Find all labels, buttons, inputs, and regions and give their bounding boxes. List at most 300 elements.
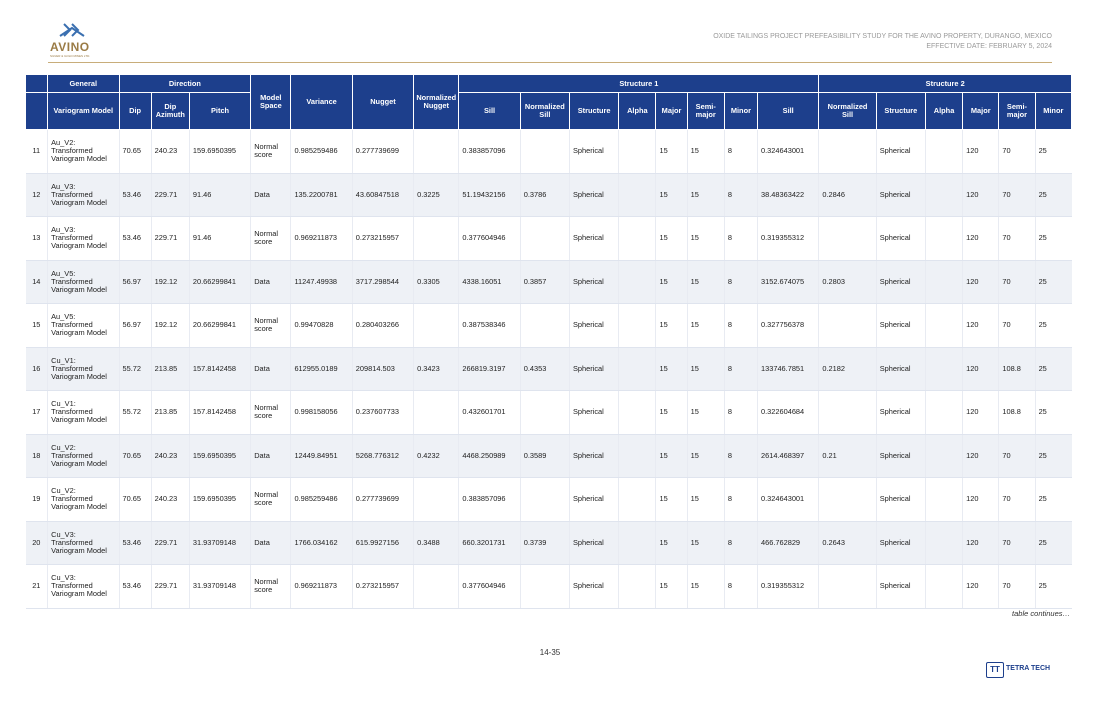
col-s2-alpha: Alpha: [925, 93, 962, 130]
variogram-table: [25, 74, 1072, 609]
report-header: [713, 32, 1052, 52]
table-cell: 70: [999, 521, 1035, 565]
group-direction: Direction: [119, 75, 251, 93]
table-cell: [619, 478, 656, 522]
table-cell: Normal score: [251, 565, 291, 609]
table-cell: Spherical: [876, 260, 925, 304]
col-s2-normalized-sill: Normalized Sill: [819, 93, 876, 130]
table-cell: 70: [999, 565, 1035, 609]
table-cell: [819, 130, 876, 174]
table-cell: 0.383857096: [459, 478, 520, 522]
table-cell: 15: [656, 130, 687, 174]
table-cell: 0.4353: [520, 347, 569, 391]
header-divider: [48, 62, 1052, 63]
col-variance: Variance: [291, 75, 352, 130]
report-title: OXIDE TAILINGS PROJECT PREFEASIBILITY STUDY FOR THE AVINO PROPERTY, DURANGO, MEXICO: [713, 33, 1052, 40]
table-cell: 0.2643: [819, 521, 876, 565]
table-cell: 15: [687, 130, 724, 174]
table-cell: 25: [1035, 565, 1071, 609]
table-cell: 15: [687, 478, 724, 522]
table-cell: 25: [1035, 217, 1071, 261]
table-cell: 15: [687, 565, 724, 609]
table-cell: 15: [687, 521, 724, 565]
avino-logo-text: AVINO: [50, 40, 90, 54]
table-cell: 15: [687, 217, 724, 261]
table-cell: 0.273215957: [352, 217, 413, 261]
table-cell: 70: [999, 130, 1035, 174]
table-cell: 0.383857096: [459, 130, 520, 174]
table-cell: 31.93709148: [189, 521, 250, 565]
table-cell: 0.387538346: [459, 304, 520, 348]
col-pitch: Pitch: [189, 93, 250, 130]
table-cell: [520, 217, 569, 261]
table-cell: [520, 130, 569, 174]
table-cell: Au_V2: Transformed Variogram Model: [48, 130, 119, 174]
table-cell: Normal score: [251, 217, 291, 261]
table-cell: [619, 565, 656, 609]
table-cell: [925, 130, 962, 174]
table-cell: 70: [999, 304, 1035, 348]
table-row: [26, 521, 1072, 565]
table-cell: [619, 521, 656, 565]
table-cell: 192.12: [151, 260, 189, 304]
col-s1-sill: Sill: [459, 93, 520, 130]
table-cell: 70.65: [119, 478, 151, 522]
table-cell: 25: [1035, 260, 1071, 304]
table-row: [26, 347, 1072, 391]
table-cell: [414, 565, 459, 609]
table-cell: 120: [963, 260, 999, 304]
row-number-cell: 19: [26, 478, 48, 522]
table-cell: 0.3786: [520, 173, 569, 217]
table-continues-note: table continues…: [1012, 609, 1070, 618]
table-cell: Cu_V3: Transformed Variogram Model: [48, 565, 119, 609]
table-cell: 0.2182: [819, 347, 876, 391]
col-s2-semi-major: Semi-major: [999, 93, 1035, 130]
table-cell: 91.46: [189, 173, 250, 217]
table-row: [26, 434, 1072, 478]
table-cell: [520, 565, 569, 609]
col-variogram-model: Variogram Model: [48, 93, 119, 130]
row-number-cell: 16: [26, 347, 48, 391]
table-cell: Spherical: [569, 173, 618, 217]
table-cell: 240.23: [151, 130, 189, 174]
col-dip: Dip: [119, 93, 151, 130]
row-number-cell: 15: [26, 304, 48, 348]
table-cell: Data: [251, 173, 291, 217]
table-cell: 120: [963, 217, 999, 261]
row-number-cell: 14: [26, 260, 48, 304]
table-cell: 466.762829: [758, 521, 819, 565]
group-structure1: Structure 1: [459, 75, 819, 93]
table-cell: 0.377604946: [459, 217, 520, 261]
table-cell: Normal score: [251, 130, 291, 174]
table-cell: 8: [724, 260, 757, 304]
table-cell: Cu_V2: Transformed Variogram Model: [48, 478, 119, 522]
table-cell: Spherical: [569, 391, 618, 435]
table-cell: [819, 304, 876, 348]
table-cell: 120: [963, 478, 999, 522]
table-cell: [520, 478, 569, 522]
table-cell: 0.319355312: [758, 217, 819, 261]
col-model-space: Model Space: [251, 75, 291, 130]
row-number-cell: 12: [26, 173, 48, 217]
col-nugget: Nugget: [352, 75, 413, 130]
table-cell: [925, 304, 962, 348]
page-number: 14-35: [539, 648, 561, 657]
table-cell: [619, 304, 656, 348]
table-cell: 229.71: [151, 565, 189, 609]
table-cell: Data: [251, 434, 291, 478]
table-cell: Spherical: [876, 130, 925, 174]
table-cell: 15: [656, 521, 687, 565]
table-cell: 4338.16051: [459, 260, 520, 304]
effective-date: EFFECTIVE DATE: FEBRUARY 5, 2024: [926, 43, 1052, 50]
table-cell: 240.23: [151, 478, 189, 522]
table-cell: [925, 521, 962, 565]
col-s1-major: Major: [656, 93, 687, 130]
table-cell: 8: [724, 565, 757, 609]
table-cell: 8: [724, 347, 757, 391]
table-cell: Spherical: [876, 565, 925, 609]
table-cell: [619, 434, 656, 478]
table-cell: Spherical: [569, 260, 618, 304]
col-s1-normalized-sill: Normalized Sill: [520, 93, 569, 130]
table-cell: Spherical: [876, 434, 925, 478]
table-cell: Spherical: [569, 478, 618, 522]
table-cell: 229.71: [151, 173, 189, 217]
table-cell: Normal score: [251, 391, 291, 435]
table-cell: 55.72: [119, 347, 151, 391]
table-cell: 25: [1035, 173, 1071, 217]
table-cell: 229.71: [151, 217, 189, 261]
table-cell: 8: [724, 434, 757, 478]
table-cell: 15: [687, 173, 724, 217]
row-number-cell: 21: [26, 565, 48, 609]
table-cell: 20.66299841: [189, 260, 250, 304]
table-cell: 53.46: [119, 217, 151, 261]
table-cell: Cu_V1: Transformed Variogram Model: [48, 347, 119, 391]
table-cell: 8: [724, 478, 757, 522]
table-cell: [819, 565, 876, 609]
table-cell: [619, 391, 656, 435]
table-cell: 56.97: [119, 260, 151, 304]
col-row-number: [26, 93, 48, 130]
table-cell: 0.277739699: [352, 478, 413, 522]
table-row: [26, 304, 1072, 348]
table-cell: Spherical: [569, 521, 618, 565]
table-cell: Spherical: [876, 347, 925, 391]
table-cell: [414, 391, 459, 435]
table-cell: 70.65: [119, 434, 151, 478]
table-cell: 25: [1035, 347, 1071, 391]
table-cell: 0.3857: [520, 260, 569, 304]
table-cell: 8: [724, 521, 757, 565]
col-s1-minor: Minor: [724, 93, 757, 130]
table-cell: 266819.3197: [459, 347, 520, 391]
avino-logo-subtext: SILVER & GOLD MINES LTD.: [50, 54, 91, 58]
table-cell: [925, 565, 962, 609]
table-cell: 108.8: [999, 391, 1035, 435]
table-cell: [414, 217, 459, 261]
table-cell: 25: [1035, 130, 1071, 174]
table-row: [26, 217, 1072, 261]
table-cell: Spherical: [569, 130, 618, 174]
col-s1-structure: Structure: [569, 93, 618, 130]
table-cell: Spherical: [876, 304, 925, 348]
row-number-cell: 18: [26, 434, 48, 478]
table-cell: Data: [251, 260, 291, 304]
table-cell: 120: [963, 173, 999, 217]
table-cell: 31.93709148: [189, 565, 250, 609]
table-row: [26, 260, 1072, 304]
table-cell: 0.3225: [414, 173, 459, 217]
table-cell: Spherical: [569, 434, 618, 478]
table-cell: 55.72: [119, 391, 151, 435]
table-cell: [925, 347, 962, 391]
table-cell: 15: [656, 434, 687, 478]
table-cell: 15: [687, 434, 724, 478]
table-cell: [619, 130, 656, 174]
table-cell: 0.324643001: [758, 478, 819, 522]
table-cell: 3717.298544: [352, 260, 413, 304]
table-cell: 53.46: [119, 173, 151, 217]
table-row: [26, 173, 1072, 217]
table-cell: 615.9927156: [352, 521, 413, 565]
table-cell: 25: [1035, 434, 1071, 478]
table-cell: [619, 173, 656, 217]
table-cell: Cu_V3: Transformed Variogram Model: [48, 521, 119, 565]
table-cell: 159.6950395: [189, 478, 250, 522]
table-cell: 240.23: [151, 434, 189, 478]
table-cell: 15: [656, 565, 687, 609]
table-cell: 0.3423: [414, 347, 459, 391]
table-cell: 15: [656, 391, 687, 435]
table-cell: 25: [1035, 521, 1071, 565]
table-row: [26, 130, 1072, 174]
table-cell: 0.99470828: [291, 304, 352, 348]
table-cell: 1766.034162: [291, 521, 352, 565]
table-cell: Spherical: [876, 521, 925, 565]
table-cell: [414, 304, 459, 348]
table-cell: Normal score: [251, 478, 291, 522]
table-cell: 120: [963, 565, 999, 609]
table-cell: 120: [963, 304, 999, 348]
table-cell: [925, 217, 962, 261]
table-cell: 209814.503: [352, 347, 413, 391]
table-cell: 70: [999, 478, 1035, 522]
col-empty-header: [26, 75, 48, 93]
table-cell: 0.4232: [414, 434, 459, 478]
table-cell: 0.324643001: [758, 130, 819, 174]
table-cell: 120: [963, 521, 999, 565]
row-number-cell: 13: [26, 217, 48, 261]
table-cell: 0.21: [819, 434, 876, 478]
table-cell: [520, 304, 569, 348]
table-cell: 15: [656, 260, 687, 304]
table-cell: [925, 173, 962, 217]
col-s2-minor: Minor: [1035, 93, 1071, 130]
row-number-cell: 11: [26, 130, 48, 174]
table-cell: 15: [656, 173, 687, 217]
table-cell: 8: [724, 130, 757, 174]
col-s1-alpha: Alpha: [619, 93, 656, 130]
table-cell: 11247.49938: [291, 260, 352, 304]
table-cell: 4468.250989: [459, 434, 520, 478]
table-cell: 15: [687, 347, 724, 391]
table-cell: 51.19432156: [459, 173, 520, 217]
table-cell: Spherical: [876, 478, 925, 522]
group-general: General: [48, 75, 119, 93]
table-cell: 15: [687, 391, 724, 435]
table-cell: 0.985259486: [291, 478, 352, 522]
table-cell: [925, 434, 962, 478]
table-cell: 3152.674075: [758, 260, 819, 304]
col-dip-azimuth: Dip Azimuth: [151, 93, 189, 130]
table-cell: Spherical: [569, 304, 618, 348]
table-cell: 192.12: [151, 304, 189, 348]
col-s2-sill: Sill: [758, 93, 819, 130]
table-cell: [819, 478, 876, 522]
table-cell: 15: [656, 347, 687, 391]
table-cell: 0.277739699: [352, 130, 413, 174]
table-cell: 0.3589: [520, 434, 569, 478]
table-cell: 2614.468397: [758, 434, 819, 478]
table-cell: 612955.0189: [291, 347, 352, 391]
col-s1-semi-major: Semi-major: [687, 93, 724, 130]
table-cell: [819, 217, 876, 261]
table-cell: 25: [1035, 478, 1071, 522]
row-number-cell: 17: [26, 391, 48, 435]
table-cell: 70: [999, 173, 1035, 217]
table-cell: 25: [1035, 304, 1071, 348]
table-cell: 20.66299841: [189, 304, 250, 348]
table-cell: Spherical: [569, 217, 618, 261]
table-cell: 0.969211873: [291, 565, 352, 609]
table-cell: 15: [687, 260, 724, 304]
table-cell: 0.280403266: [352, 304, 413, 348]
table-cell: 213.85: [151, 347, 189, 391]
tetra-tech-logo-text: TETRA TECH: [1006, 665, 1051, 672]
table-cell: 0.985259486: [291, 130, 352, 174]
table-cell: 0.319355312: [758, 565, 819, 609]
table-cell: 0.2803: [819, 260, 876, 304]
table-cell: 133746.7851: [758, 347, 819, 391]
table-cell: 0.3488: [414, 521, 459, 565]
col-normalized-nugget: Normalized Nugget: [414, 75, 459, 130]
table-cell: 0.377604946: [459, 565, 520, 609]
table-cell: 0.237607733: [352, 391, 413, 435]
table-cell: Data: [251, 347, 291, 391]
table-cell: 53.46: [119, 521, 151, 565]
table-row: [26, 391, 1072, 435]
table-cell: 8: [724, 173, 757, 217]
table-cell: 0.3305: [414, 260, 459, 304]
table-cell: 0.969211873: [291, 217, 352, 261]
table-cell: 0.322604684: [758, 391, 819, 435]
col-s2-major: Major: [963, 93, 999, 130]
table-cell: 56.97: [119, 304, 151, 348]
table-cell: Spherical: [876, 217, 925, 261]
table-cell: 8: [724, 304, 757, 348]
table-cell: 91.46: [189, 217, 250, 261]
row-number-cell: 20: [26, 521, 48, 565]
table-cell: 0.3739: [520, 521, 569, 565]
table-cell: Cu_V1: Transformed Variogram Model: [48, 391, 119, 435]
table-cell: 70: [999, 434, 1035, 478]
table-cell: 8: [724, 217, 757, 261]
table-cell: 0.998158056: [291, 391, 352, 435]
table-cell: 0.273215957: [352, 565, 413, 609]
table-cell: 157.8142458: [189, 391, 250, 435]
table-cell: 15: [656, 478, 687, 522]
table-cell: Spherical: [876, 391, 925, 435]
table-cell: 108.8: [999, 347, 1035, 391]
table-cell: 0.327756378: [758, 304, 819, 348]
table-cell: 8: [724, 391, 757, 435]
table-cell: 15: [656, 217, 687, 261]
table-cell: [414, 478, 459, 522]
table-cell: 135.2200781: [291, 173, 352, 217]
table-cell: [619, 347, 656, 391]
table-cell: Spherical: [876, 173, 925, 217]
table-cell: 5268.776312: [352, 434, 413, 478]
table-cell: Au_V3: Transformed Variogram Model: [48, 217, 119, 261]
table-cell: 43.60847518: [352, 173, 413, 217]
table-row: [26, 478, 1072, 522]
table-body: [26, 130, 1072, 609]
table-cell: Cu_V2: Transformed Variogram Model: [48, 434, 119, 478]
table-cell: 70: [999, 217, 1035, 261]
table-cell: 53.46: [119, 565, 151, 609]
table-cell: 15: [656, 304, 687, 348]
table-cell: Au_V5: Transformed Variogram Model: [48, 260, 119, 304]
table-cell: 0.2846: [819, 173, 876, 217]
table-cell: 12449.84951: [291, 434, 352, 478]
table-cell: Spherical: [569, 347, 618, 391]
table-cell: 120: [963, 347, 999, 391]
table-cell: [619, 217, 656, 261]
table-row: [26, 565, 1072, 609]
table-cell: [925, 260, 962, 304]
table-cell: 15: [687, 304, 724, 348]
table-cell: 159.6950395: [189, 130, 250, 174]
table-cell: 213.85: [151, 391, 189, 435]
table-cell: [925, 391, 962, 435]
table-cell: Au_V3: Transformed Variogram Model: [48, 173, 119, 217]
table-cell: 70.65: [119, 130, 151, 174]
table-cell: [414, 130, 459, 174]
table-cell: [619, 260, 656, 304]
table-cell: 120: [963, 391, 999, 435]
table-cell: 25: [1035, 391, 1071, 435]
table-cell: 70: [999, 260, 1035, 304]
table-cell: Normal score: [251, 304, 291, 348]
table-cell: 159.6950395: [189, 434, 250, 478]
table-cell: [520, 391, 569, 435]
table-cell: Data: [251, 521, 291, 565]
col-s2-structure: Structure: [876, 93, 925, 130]
table-cell: 229.71: [151, 521, 189, 565]
table-cell: 0.432601701: [459, 391, 520, 435]
table-cell: [925, 478, 962, 522]
table-cell: 120: [963, 130, 999, 174]
tetra-tech-logo-icon: TT: [986, 662, 1004, 678]
table-cell: 38.48363422: [758, 173, 819, 217]
table-cell: 660.3201731: [459, 521, 520, 565]
table-cell: Au_V5: Transformed Variogram Model: [48, 304, 119, 348]
table-cell: 157.8142458: [189, 347, 250, 391]
